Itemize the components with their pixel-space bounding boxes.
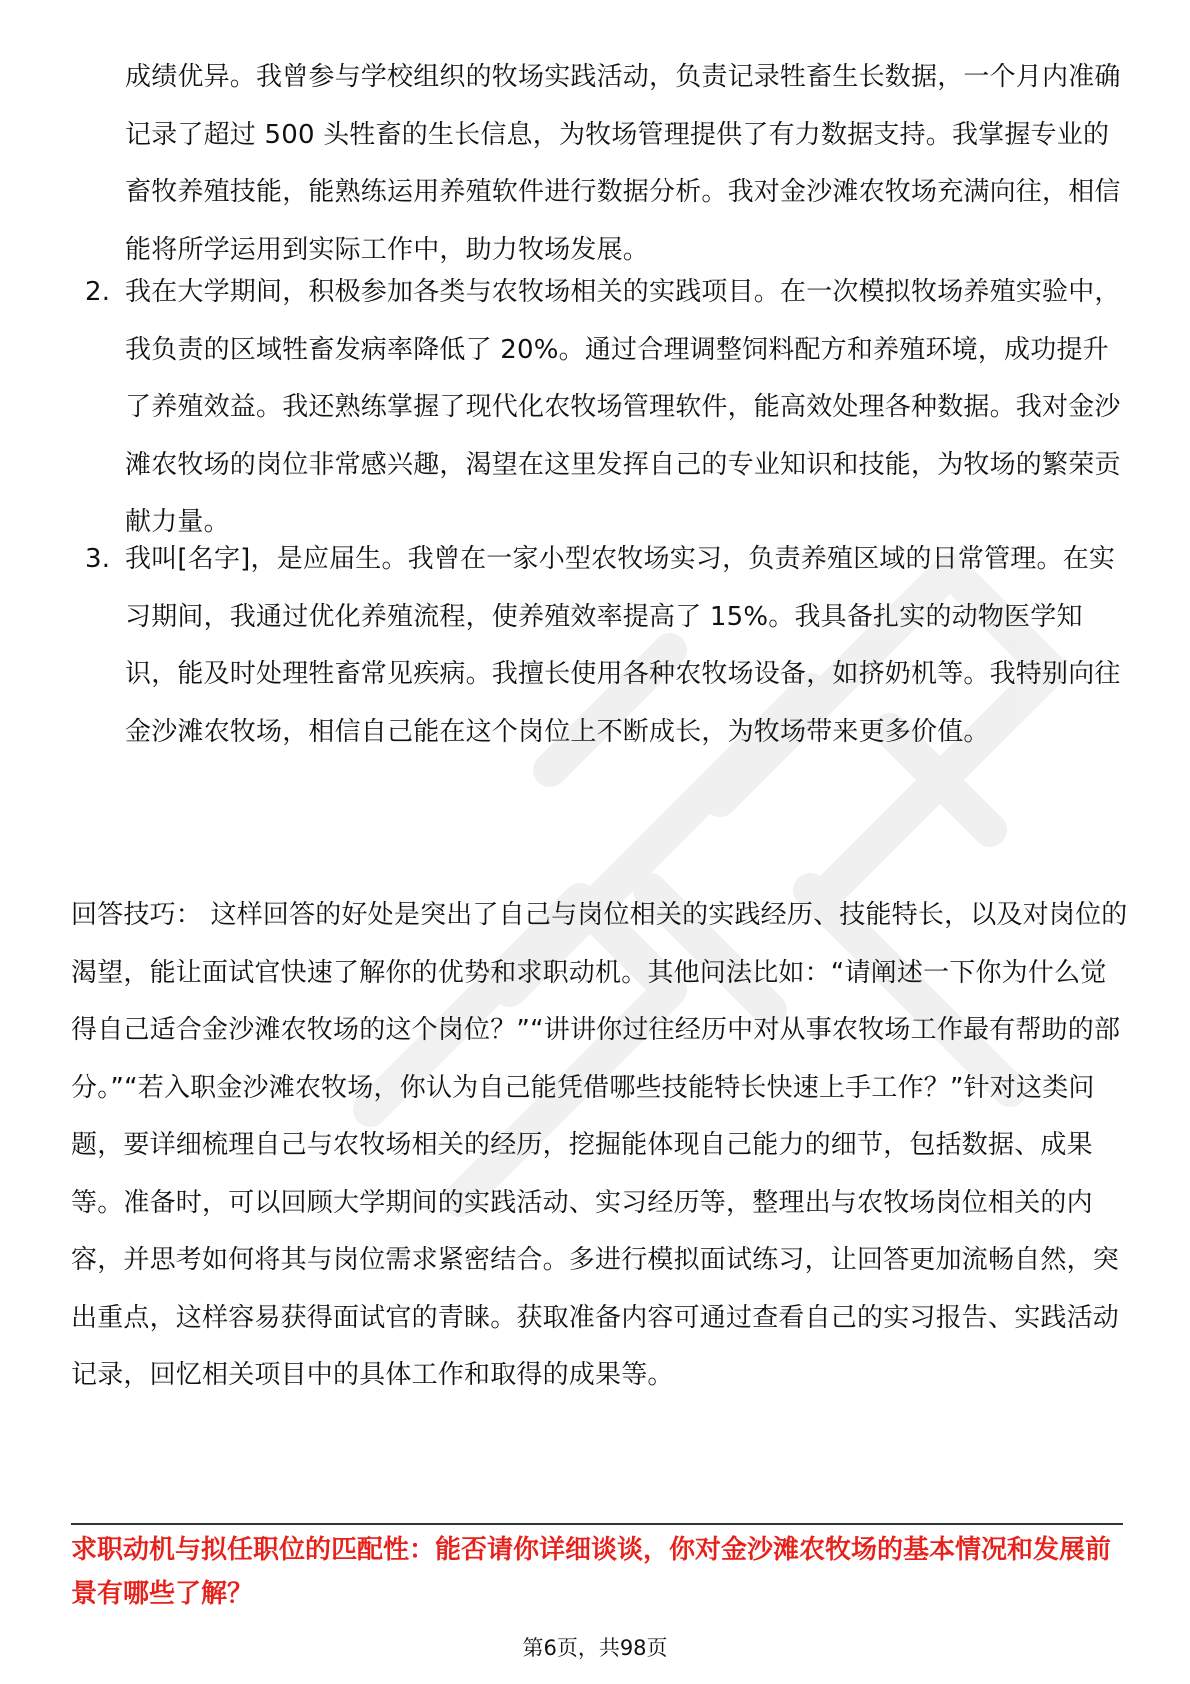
list-item-text: 成绩优异。我曾参与学校组织的牧场实践活动，负责记录牲畜生长数据，一个月内准确记录了超过 500 头牲畜的生长信息，为牧场管理提供了有力数据支持。我掌握专业的畜牧养殖技能，能熟练运用养殖软件进行数据分析。我对金沙滩农牧场充满向往，相信能将所学运用到实际工作中，助力牧场发展。: [125, 62, 1121, 265]
answer-tips-paragraph: 回答技巧： 这样回答的好处是突出了自己与岗位相关的实践经历、技能特长，以及对岗位的渴望，能让面试官快速了解你的优势和求职动机。其他问法比如：“请阐述一下你为什么觉得自己适合金沙滩农牧场的这个岗位？”“讲讲你过往经历中对从事农牧场工作最有帮助的部分。”“若入职金沙滩农牧场，你认为自己能凭借哪些技能特长快速上手工作？”针对这类问题，要详细梳理自己与农牧场相关的经历，挖掘能体现自己能力的细节，包括数据、成果等。准备时，可以回顾大学期间的实践活动、实习经历等，整理出与农牧场岗位相关的内容，并思考如何将其与岗位需求紧密结合。多进行模拟面试练习，让回答更加流畅自然，突出重点，这样容易获得面试官的青睐。获取准备内容可通过查看自己的实习报告、实践活动记录，回忆相关项目中的具体工作和取得的成果等。: [71, 900, 1128, 1390]
list-item-number: 2.: [85, 277, 111, 307]
list-item-1-continued: [125, 49, 1125, 279]
interview-question-heading: 求职动机与拟任职位的匹配性：能否请你详细谈谈，你对金沙滩农牧场的基本情况和发展前景有哪些了解？: [71, 1535, 1112, 1609]
section-divider: [71, 1523, 1123, 1525]
page-number-footer: 第6页，共98页: [522, 1636, 668, 1660]
list-item-text: 我叫[名字]，是应届生。我曾在一家小型农牧场实习，负责养殖区域的日常管理。在实习期间，我通过优化养殖流程，使养殖效率提高了 15%。我具备扎实的动物医学知识，能及时处理牲畜常见疾病。我擅长使用各种农牧场设备，如挤奶机等。我特别向往金沙滩农牧场，相信自己能在这个岗位上不断成长，为牧场带来更多价值。: [125, 544, 1121, 747]
list-item-2: [85, 264, 1125, 552]
list-item-text: 我在大学期间，积极参加各类与农牧场相关的实践项目。在一次模拟牧场养殖实验中，我负责的区域牲畜发病率降低了 20%。通过合理调整饲料配方和养殖环境，成功提升了养殖效益。我还熟练掌握了现代化农牧场管理软件，能高效处理各种数据。我对金沙滩农牧场的岗位非常感兴趣，渴望在这里发挥自己的专业知识和技能，为牧场的繁荣贡献力量。: [125, 277, 1121, 537]
list-item-3: [85, 531, 1125, 761]
list-item-number: 3.: [85, 544, 111, 574]
